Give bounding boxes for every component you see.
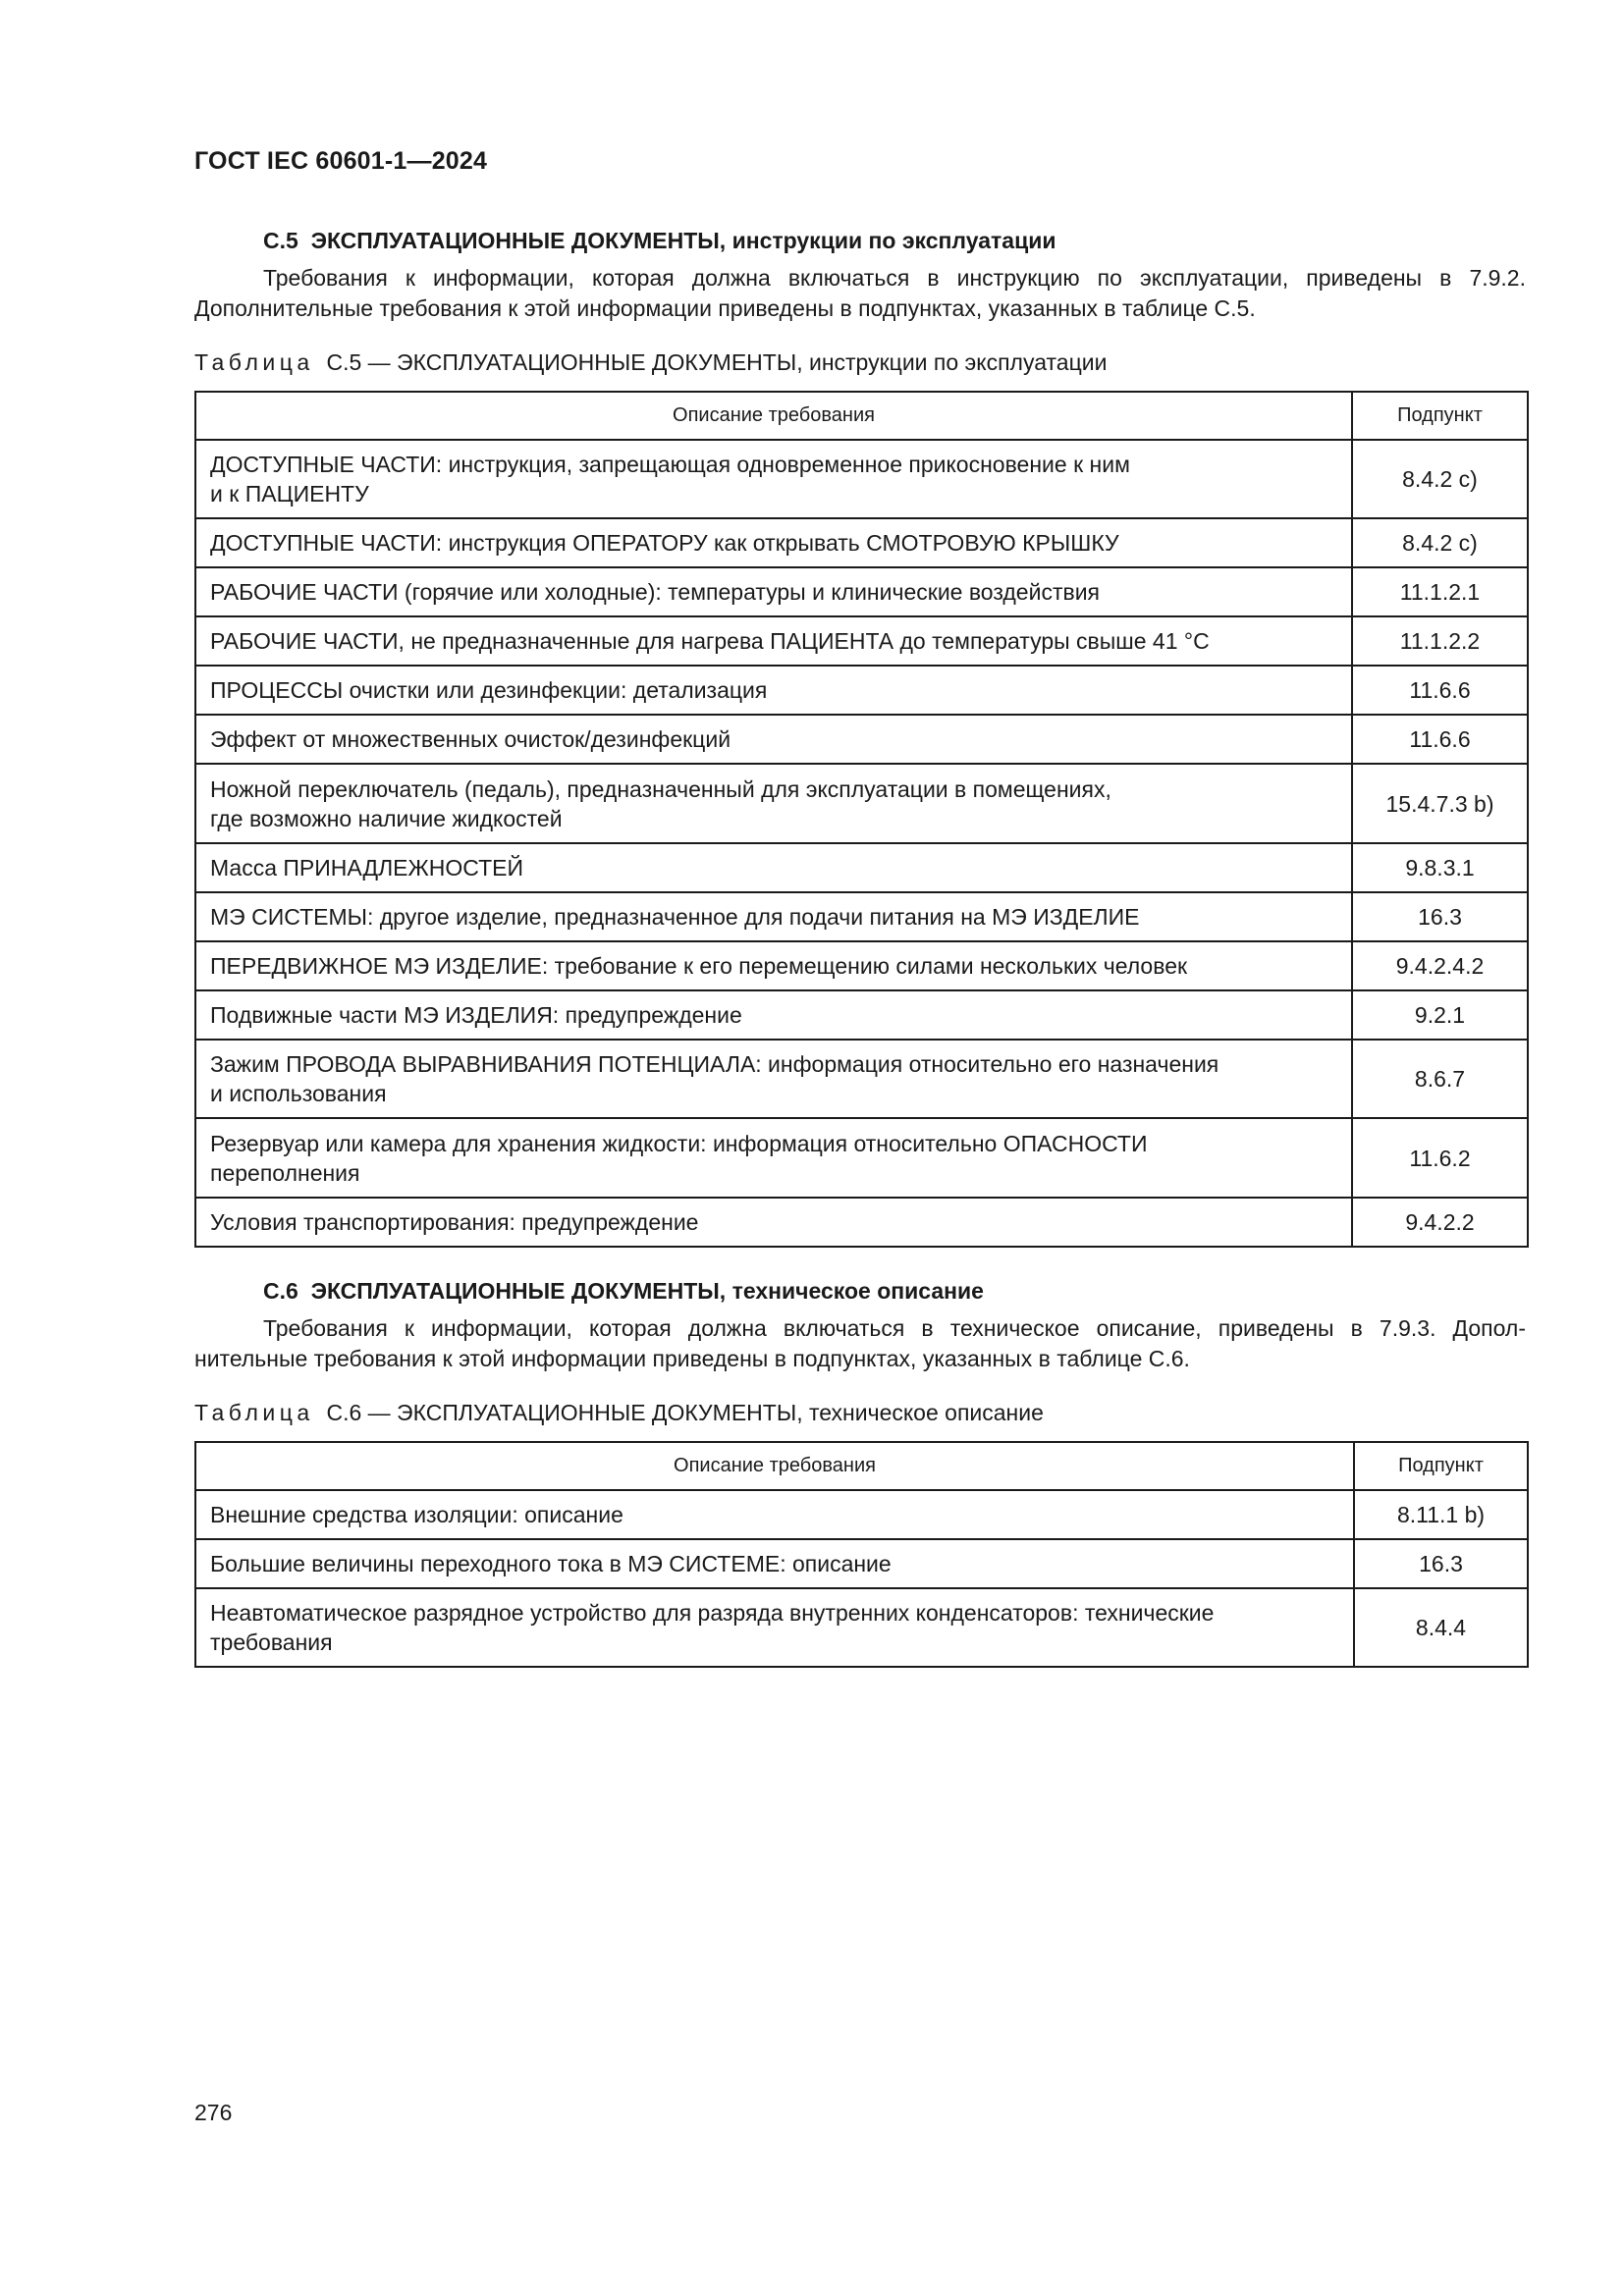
section-c6-paragraph-line2: нительные требования к этой информации приведены в подпунктах, указанных в таблице С.6. xyxy=(194,1346,1190,1371)
subclause-ref: 9.2.1 xyxy=(1352,990,1528,1040)
table-c6-col-subclause: Подпункт xyxy=(1354,1442,1528,1490)
section-c5-paragraph xyxy=(194,263,1526,324)
table-c6-col-description: Описание требования xyxy=(195,1442,1354,1490)
requirement-description: Внешние средства изоляции: описание xyxy=(195,1490,1354,1539)
table-row xyxy=(195,941,1528,990)
section-c6-number: С.6 xyxy=(263,1278,298,1304)
requirement-description: Условия транспортирования: предупреждение xyxy=(195,1198,1352,1247)
requirement-description: ДОСТУПНЫЕ ЧАСТИ: инструкция, запрещающая одновременное прикосновение к ним и к ПАЦИЕНТУ xyxy=(195,440,1352,518)
requirement-description: Большие величины переходного тока в МЭ СИСТЕМЕ: описание xyxy=(195,1539,1354,1588)
requirement-description: Зажим ПРОВОДА ВЫРАВНИВАНИЯ ПОТЕНЦИАЛА: информация относительно его назначения и использования xyxy=(195,1040,1352,1118)
table-row xyxy=(195,1539,1528,1588)
subclause-ref: 11.1.2.1 xyxy=(1352,567,1528,616)
table-c6-caption-text: С.6 — ЭКСПЛУАТАЦИОННЫЕ ДОКУМЕНТЫ, техническое описание xyxy=(326,1400,1044,1425)
subclause-ref: 16.3 xyxy=(1354,1539,1528,1588)
section-c5-paragraph-line1: Требования к информации, которая должна включаться в инструкцию по эксплуатации, приведены в 7.9.2. xyxy=(263,265,1526,291)
requirement-description: ПРОЦЕССЫ очистки или дезинфекции: детализация xyxy=(195,666,1352,715)
section-c6-heading xyxy=(263,1278,984,1305)
requirement-description: Неавтоматическое разрядное устройство для разряда внутренних конденсаторов: технические требования xyxy=(195,1588,1354,1667)
subclause-ref: 11.6.6 xyxy=(1352,715,1528,764)
requirement-description: МЭ СИСТЕМЫ: другое изделие, предназначенное для подачи питания на МЭ ИЗДЕЛИЕ xyxy=(195,892,1352,941)
subclause-ref: 15.4.7.3 b) xyxy=(1352,764,1528,843)
requirement-description: ПЕРЕДВИЖНОЕ МЭ ИЗДЕЛИЕ: требование к его перемещению силами нескольких человек xyxy=(195,941,1352,990)
requirement-description: ДОСТУПНЫЕ ЧАСТИ: инструкция ОПЕРАТОРУ как открывать СМОТРОВУЮ КРЫШКУ xyxy=(195,518,1352,567)
section-c6-title-caps: ЭКСПЛУАТАЦИОННЫЕ ДОКУМЕНТЫ, xyxy=(310,1278,727,1304)
requirement-description: РАБОЧИЕ ЧАСТИ (горячие или холодные): температуры и клинические воздействия xyxy=(195,567,1352,616)
subclause-ref: 8.6.7 xyxy=(1352,1040,1528,1118)
section-c5-title-caps: ЭКСПЛУАТАЦИОННЫЕ ДОКУМЕНТЫ, xyxy=(310,228,727,253)
table-row xyxy=(195,1198,1528,1247)
table-row xyxy=(195,518,1528,567)
table-row xyxy=(195,567,1528,616)
section-c5-number: С.5 xyxy=(263,228,298,253)
section-c5-paragraph-line2: Дополнительные требования к этой информации приведены в подпунктах, указанных в таблице С.5. xyxy=(194,295,1256,321)
table-row xyxy=(195,440,1528,518)
table-c6-caption xyxy=(194,1400,1044,1426)
subclause-ref: 9.8.3.1 xyxy=(1352,843,1528,892)
subclause-ref: 11.1.2.2 xyxy=(1352,616,1528,666)
requirement-description: Резервуар или камера для хранения жидкости: информация относительно ОПАСНОСТИ переполнения xyxy=(195,1118,1352,1198)
subclause-ref: 8.11.1 b) xyxy=(1354,1490,1528,1539)
table-row xyxy=(195,715,1528,764)
table-c6-caption-word: Таблица xyxy=(194,1400,314,1425)
subclause-ref: 9.4.2.2 xyxy=(1352,1198,1528,1247)
subclause-ref: 9.4.2.4.2 xyxy=(1352,941,1528,990)
section-c6-paragraph xyxy=(194,1313,1526,1374)
section-c6-paragraph-line1: Требования к информации, которая должна включаться в техническое описание, приведены в 7.9.3. Допол- xyxy=(263,1315,1526,1341)
section-c6-title-rest: техническое описание xyxy=(731,1278,984,1304)
table-row xyxy=(195,1588,1528,1667)
requirement-description: Ножной переключатель (педаль), предназначенный для эксплуатации в помещениях, где возможно наличие жидкостей xyxy=(195,764,1352,843)
table-c5-caption-word: Таблица xyxy=(194,349,314,375)
table-row xyxy=(195,764,1528,843)
requirement-description: Эффект от множественных очисток/дезинфекций xyxy=(195,715,1352,764)
subclause-ref: 8.4.2 с) xyxy=(1352,440,1528,518)
section-c5-title-rest: инструкции по эксплуатации xyxy=(731,228,1056,253)
table-c5-col-description: Описание требования xyxy=(195,392,1352,440)
table-c5-header-row xyxy=(195,392,1528,440)
document-code: ГОСТ IEC 60601-1—2024 xyxy=(194,147,488,175)
table-c6-header-row xyxy=(195,1442,1528,1490)
subclause-ref: 11.6.6 xyxy=(1352,666,1528,715)
section-c5-heading xyxy=(263,228,1056,254)
table-row xyxy=(195,843,1528,892)
subclause-ref: 11.6.2 xyxy=(1352,1118,1528,1198)
table-row xyxy=(195,990,1528,1040)
requirement-description: Подвижные части МЭ ИЗДЕЛИЯ: предупреждение xyxy=(195,990,1352,1040)
table-c5 xyxy=(194,391,1529,1248)
table-c5-col-subclause: Подпункт xyxy=(1352,392,1528,440)
table-row xyxy=(195,892,1528,941)
table-c5-caption xyxy=(194,349,1107,376)
subclause-ref: 8.4.2 с) xyxy=(1352,518,1528,567)
table-c5-caption-text: С.5 — ЭКСПЛУАТАЦИОННЫЕ ДОКУМЕНТЫ, инструкции по эксплуатации xyxy=(326,349,1108,375)
table-row xyxy=(195,666,1528,715)
table-row xyxy=(195,1118,1528,1198)
table-row xyxy=(195,1040,1528,1118)
subclause-ref: 16.3 xyxy=(1352,892,1528,941)
subclause-ref: 8.4.4 xyxy=(1354,1588,1528,1667)
requirement-description: Масса ПРИНАДЛЕЖНОСТЕЙ xyxy=(195,843,1352,892)
page-number: 276 xyxy=(194,2100,233,2125)
table-row xyxy=(195,616,1528,666)
requirement-description: РАБОЧИЕ ЧАСТИ, не предназначенные для нагрева ПАЦИЕНТА до температуры свыше 41 °C xyxy=(195,616,1352,666)
table-row xyxy=(195,1490,1528,1539)
table-c6 xyxy=(194,1441,1529,1668)
